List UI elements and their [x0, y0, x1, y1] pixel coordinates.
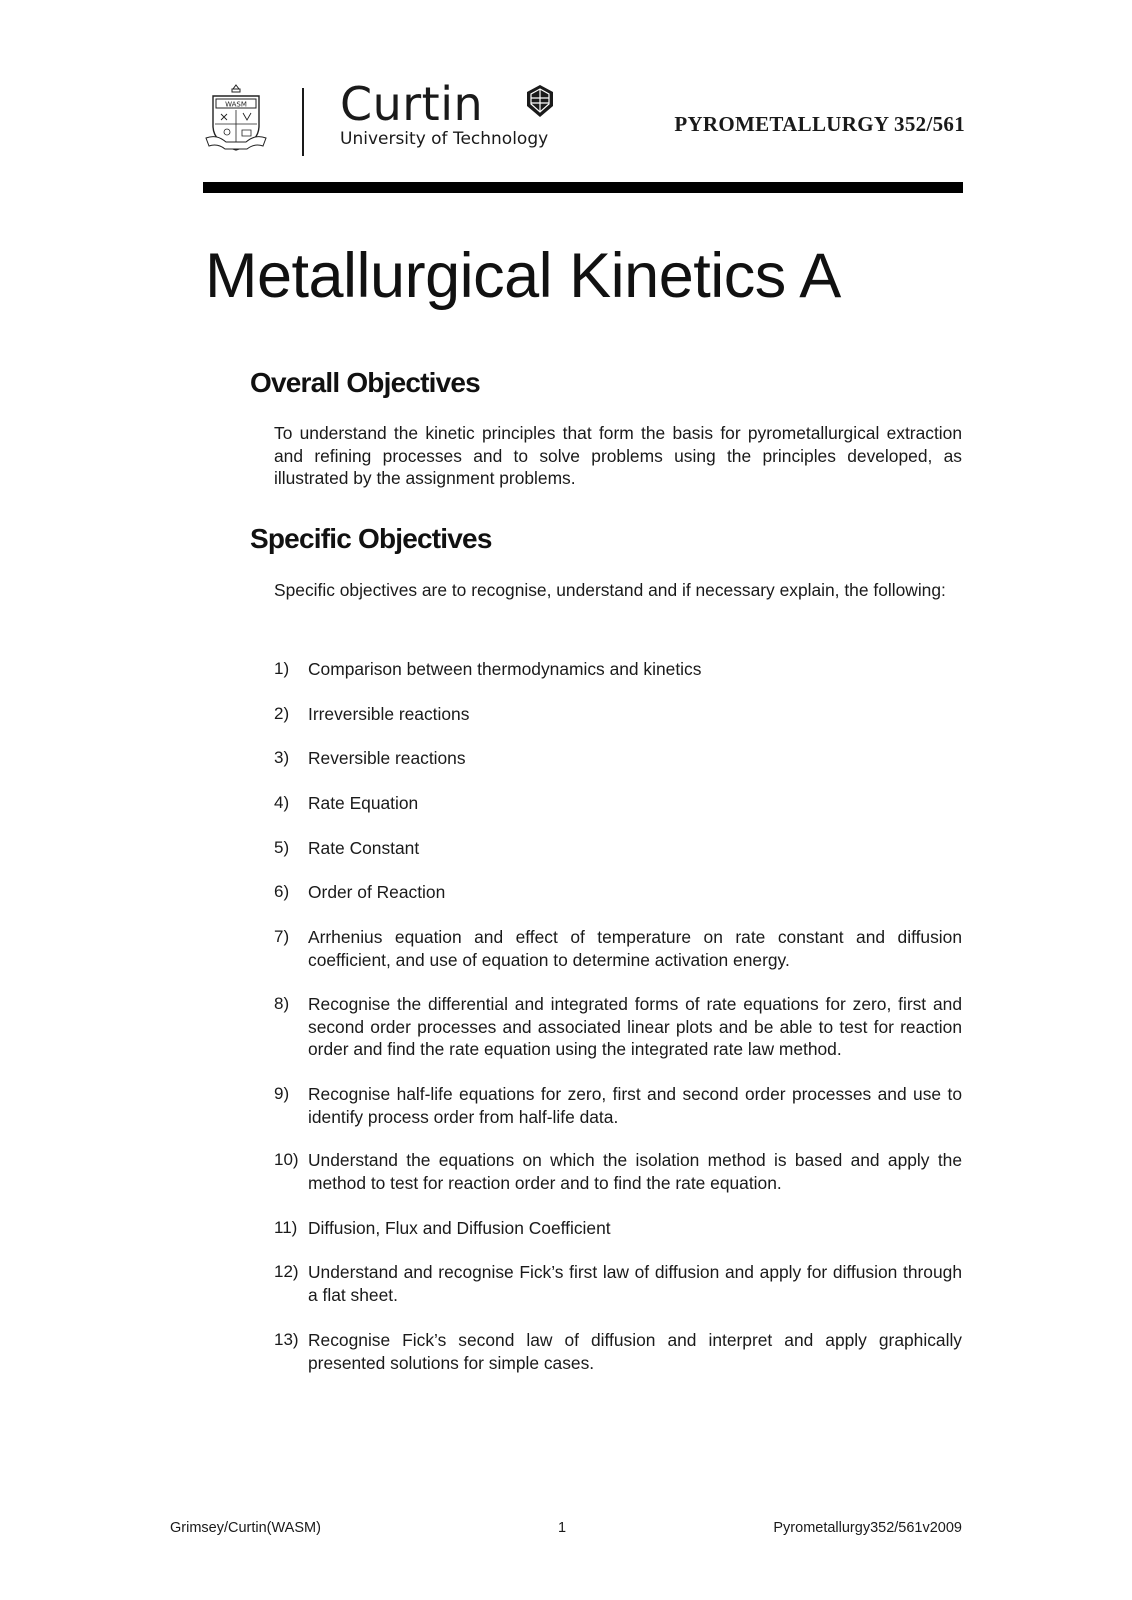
svg-text:WASM: WASM: [225, 100, 247, 109]
item-text: Order of Reaction: [308, 882, 446, 902]
item-number: 5): [274, 838, 290, 857]
page-header: [205, 77, 965, 160]
item-number: 8): [274, 994, 290, 1013]
logo-divider: [302, 88, 304, 156]
list-item: [274, 993, 962, 1061]
item-number: 4): [274, 793, 290, 812]
list-item: [274, 926, 962, 971]
footer-page-number: 1: [558, 1520, 567, 1536]
overall-objectives-text: To understand the kinetic principles that form the basis for pyrometallurgical extraction and refining processes and to solve problems using the principles developed, as illustrated by the assignment problems.: [274, 423, 962, 488]
list-item: [274, 881, 962, 904]
specific-objectives-heading: Specific Objectives: [250, 523, 492, 554]
item-number: 1): [274, 659, 290, 678]
list-item: [274, 792, 962, 815]
list-item: [274, 1217, 962, 1240]
item-number: 12): [274, 1262, 299, 1281]
item-number: 10): [274, 1150, 299, 1169]
curtin-logo: [340, 77, 549, 149]
item-text: Recognise half-life equations for zero, first and second order processes and use to identify process order from half-life data.: [308, 1084, 962, 1127]
specific-objectives-intro: Specific objectives are to recognise, understand and if necessary explain, the following:: [274, 580, 946, 600]
list-item: [274, 658, 962, 681]
item-number: 2): [274, 704, 290, 723]
list-item: [274, 1149, 962, 1194]
header-rule: [203, 182, 963, 193]
item-text: Arrhenius equation and effect of temperature on rate constant and diffusion coefficient, and use of equation to determine activation energy.: [308, 927, 962, 970]
item-text: Rate Constant: [308, 838, 420, 858]
item-text: Diffusion, Flux and Diffusion Coefficient: [308, 1218, 611, 1238]
item-number: 3): [274, 748, 290, 767]
item-text: Understand and recognise Fick’s first law of diffusion and apply for diffusion through a flat sheet.: [308, 1262, 962, 1305]
course-code: PYROMETALLURGY 352/561: [674, 112, 965, 136]
item-text: Comparison between thermodynamics and kinetics: [308, 659, 702, 679]
item-text: Recognise the differential and integrated forms of rate equations for zero, first and second order processes and associated linear plots and be able to test for reaction order and find the rate equation using the integrated rate law method.: [308, 994, 962, 1059]
item-text: Reversible reactions: [308, 748, 466, 768]
item-text: Rate Equation: [308, 793, 419, 813]
item-number: 9): [274, 1084, 290, 1103]
item-number: 13): [274, 1330, 299, 1349]
list-item: [274, 837, 962, 860]
footer-author: Grimsey/Curtin(WASM): [170, 1520, 321, 1536]
list-item: [274, 1083, 962, 1128]
item-text: Irreversible reactions: [308, 704, 470, 724]
item-number: 11): [274, 1218, 298, 1237]
list-item: [274, 1329, 962, 1374]
item-number: 6): [274, 882, 290, 901]
logo-subtitle: University of Technology: [340, 129, 549, 149]
footer-version: Pyrometallurgy352/561v2009: [773, 1520, 962, 1536]
item-number: 7): [274, 927, 290, 946]
list-item: [274, 747, 962, 770]
wasm-crest-logo: [205, 82, 267, 154]
overall-objectives-heading: Overall Objectives: [250, 367, 480, 398]
page-title: Metallurgical Kinetics A: [205, 241, 841, 311]
curtin-shield-icon: [525, 84, 555, 118]
item-text: Understand the equations on which the isolation method is based and apply the method to test for reaction order and to find the rate equation.: [308, 1150, 962, 1193]
item-text: Recognise Fick’s second law of diffusion and interpret and apply graphically presented solutions for simple cases.: [308, 1330, 962, 1373]
list-item: [274, 703, 962, 726]
list-item: [274, 1261, 962, 1306]
logo-name: Curtin: [340, 77, 484, 131]
